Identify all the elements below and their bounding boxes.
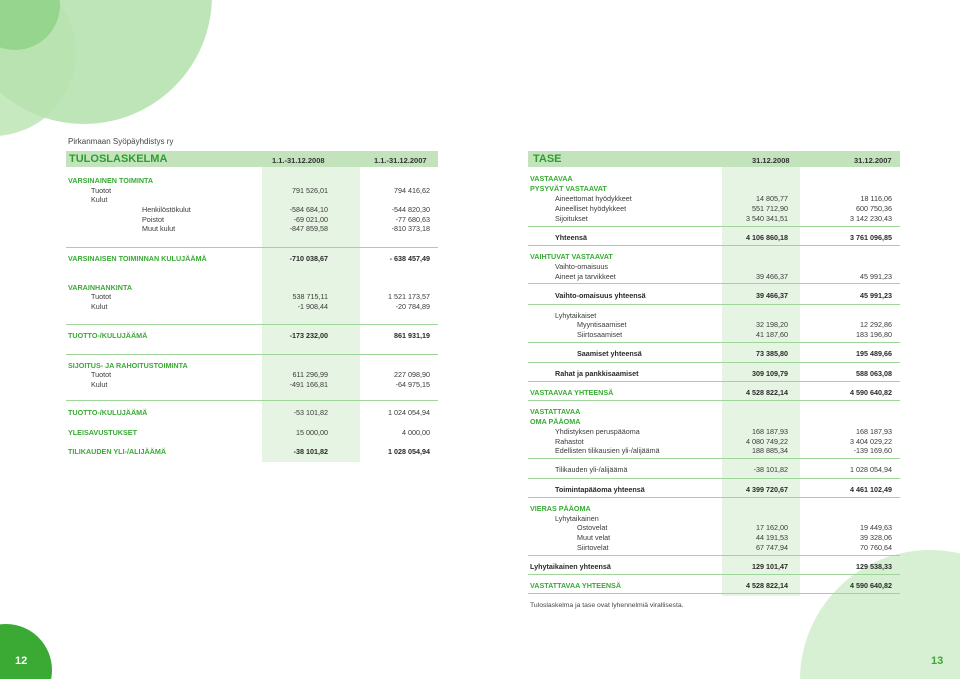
balance-row-current-value: 17 162,00 bbox=[756, 523, 788, 532]
balance-divider bbox=[528, 593, 900, 594]
balance-row bbox=[528, 427, 900, 437]
balance-divider bbox=[528, 400, 900, 401]
balance-row-current-value: 41 187,60 bbox=[756, 330, 788, 339]
balance-divider bbox=[528, 245, 900, 246]
balance-row-current-value: 4 528 822,14 bbox=[746, 581, 788, 590]
balance-row-label: Yhdistyksen peruspääoma bbox=[555, 427, 640, 436]
income-row-current-value: -69 021,00 bbox=[293, 215, 328, 224]
balance-row bbox=[528, 174, 900, 184]
income-row bbox=[66, 428, 438, 438]
balance-row bbox=[528, 369, 900, 379]
income-header bbox=[66, 151, 438, 167]
balance-row bbox=[528, 485, 900, 495]
income-row-previous-value: 794 416,62 bbox=[394, 186, 430, 195]
balance-row-previous-value: 183 196,80 bbox=[856, 330, 892, 339]
balance-row-label: Toimintapääoma yhteensä bbox=[555, 485, 645, 494]
balance-row-current-value: 168 187,93 bbox=[752, 427, 788, 436]
balance-divider bbox=[528, 283, 900, 284]
income-row bbox=[66, 176, 438, 186]
balance-row-current-value: -38 101,82 bbox=[753, 465, 788, 474]
balance-row bbox=[528, 543, 900, 553]
balance-row-previous-value: 18 116,06 bbox=[860, 194, 892, 203]
income-row bbox=[66, 408, 438, 418]
balance-row-current-value: 39 466,37 bbox=[756, 291, 788, 300]
balance-row bbox=[528, 291, 900, 301]
balance-row-previous-value: 588 063,08 bbox=[856, 369, 892, 378]
balance-row-current-value: 4 528 822,14 bbox=[746, 388, 788, 397]
income-row-label: Kulut bbox=[91, 195, 108, 204]
balance-row-label: PYSYVÄT VASTAAVAT bbox=[530, 184, 607, 193]
balance-row-previous-value: 70 760,64 bbox=[860, 543, 892, 552]
income-row-current-value: 611 296,99 bbox=[292, 370, 328, 379]
balance-divider bbox=[528, 574, 900, 575]
balance-row-current-value: 39 466,37 bbox=[756, 272, 788, 281]
income-row-previous-value: -20 784,89 bbox=[395, 302, 430, 311]
balance-row bbox=[528, 581, 900, 591]
balance-row-previous-value: 1 028 054,94 bbox=[850, 465, 892, 474]
balance-row bbox=[528, 407, 900, 417]
balance-row-label: VAIHTUVAT VASTAAVAT bbox=[530, 252, 613, 261]
balance-row-label: VASTATTAVAA YHTEENSÄ bbox=[530, 581, 622, 590]
income-row-label: Poistot bbox=[142, 215, 164, 224]
income-row bbox=[66, 205, 438, 215]
income-row-label: Tuotot bbox=[91, 292, 112, 301]
balance-row-previous-value: 3 761 096,85 bbox=[850, 233, 892, 242]
income-row bbox=[66, 302, 438, 312]
balance-row-label: Aineelliset hyödykkeet bbox=[555, 204, 627, 213]
balance-row bbox=[528, 533, 900, 543]
balance-row bbox=[528, 562, 900, 572]
balance-row bbox=[528, 330, 900, 340]
income-row-previous-value: -544 820,30 bbox=[391, 205, 430, 214]
income-row-label: Tuotot bbox=[91, 370, 112, 379]
income-col1-date: 1.1.-31.12.2008 bbox=[272, 156, 325, 165]
income-col2-date: 1.1.-31.12.2007 bbox=[374, 156, 427, 165]
balance-row-label: Rahat ja pankkisaamiset bbox=[555, 369, 639, 378]
balance-row-previous-value: 600 750,36 bbox=[856, 204, 892, 213]
balance-row bbox=[528, 388, 900, 398]
balance-row-current-value: 14 805,77 bbox=[756, 194, 788, 203]
income-row bbox=[66, 224, 438, 234]
income-row-current-value: -38 101,82 bbox=[293, 447, 328, 456]
balance-row-label: VASTAAVAA bbox=[530, 174, 573, 183]
balance-row-previous-value: 195 489,66 bbox=[856, 349, 892, 358]
income-row-label: VARSINAINEN TOIMINTA bbox=[68, 176, 154, 185]
income-row-label: Kulut bbox=[91, 302, 108, 311]
balance-row-label: Vaihto-omaisuus yhteensä bbox=[555, 291, 646, 300]
balance-divider bbox=[528, 226, 900, 227]
income-row-previous-value: -77 680,63 bbox=[395, 215, 430, 224]
balance-row-previous-value: 19 449,63 bbox=[860, 523, 892, 532]
income-row-previous-value: 1 521 173,57 bbox=[388, 292, 430, 301]
page-number-circle-left bbox=[0, 624, 52, 679]
balance-row-previous-value: -139 169,60 bbox=[853, 446, 892, 455]
income-row-current-value: -847 859,58 bbox=[289, 224, 328, 233]
income-row-current-value: -173 232,00 bbox=[289, 331, 328, 340]
balance-row-label: Lyhytaikainen bbox=[555, 514, 599, 523]
balance-row-label: Vaihto-omaisuus bbox=[555, 262, 608, 271]
balance-row-previous-value: 3 404 029,22 bbox=[850, 437, 892, 446]
balance-row-label: Saamiset yhteensä bbox=[577, 349, 642, 358]
balance-row-current-value: 551 712,90 bbox=[752, 204, 788, 213]
balance-row bbox=[528, 194, 900, 204]
balance-row-previous-value: 4 590 640,82 bbox=[850, 388, 892, 397]
income-row-label: YLEISAVUSTUKSET bbox=[68, 428, 137, 437]
balance-row bbox=[528, 204, 900, 214]
balance-divider bbox=[528, 478, 900, 479]
income-row-current-value: 538 715,11 bbox=[292, 292, 328, 301]
balance-row-previous-value: 3 142 230,43 bbox=[850, 214, 892, 223]
income-row bbox=[66, 370, 438, 380]
balance-row-label: Aineettomat hyödykkeet bbox=[555, 194, 632, 203]
income-row-label: TUOTTO-/KULUJÄÄMÄ bbox=[68, 331, 148, 340]
balance-header bbox=[528, 151, 900, 167]
balance-row-label: Aineet ja tarvikkeet bbox=[555, 272, 616, 281]
income-divider bbox=[66, 400, 438, 401]
income-row-current-value: 15 000,00 bbox=[296, 428, 328, 437]
balance-row-current-value: 67 747,94 bbox=[756, 543, 788, 552]
balance-row bbox=[528, 184, 900, 194]
income-row-previous-value: 861 931,19 bbox=[394, 331, 430, 340]
balance-divider bbox=[528, 458, 900, 459]
balance-row-current-value: 4 399 720,67 bbox=[746, 485, 788, 494]
balance-row bbox=[528, 446, 900, 456]
balance-row-current-value: 4 080 749,22 bbox=[746, 437, 788, 446]
income-row bbox=[66, 380, 438, 390]
income-divider bbox=[66, 324, 438, 325]
income-row-previous-value: 227 098,90 bbox=[394, 370, 430, 379]
balance-row bbox=[528, 349, 900, 359]
income-row-current-value: -584 684,10 bbox=[289, 205, 328, 214]
balance-row bbox=[528, 417, 900, 427]
balance-row-label: Siirtovelat bbox=[577, 543, 609, 552]
income-row-label: TUOTTO-/KULUJÄÄMÄ bbox=[68, 408, 148, 417]
income-row bbox=[66, 292, 438, 302]
income-divider bbox=[66, 247, 438, 248]
income-row-current-value: -491 166,81 bbox=[289, 380, 328, 389]
balance-row-previous-value: 129 538,33 bbox=[856, 562, 892, 571]
balance-row bbox=[528, 523, 900, 533]
income-row-label: Muut kulut bbox=[142, 224, 176, 233]
balance-row bbox=[528, 233, 900, 243]
balance-col2-date: 31.12.2007 bbox=[854, 156, 892, 165]
balance-row-current-value: 32 198,20 bbox=[756, 320, 788, 329]
income-row-previous-value: -64 975,15 bbox=[395, 380, 430, 389]
income-row-label: Tuotot bbox=[91, 186, 112, 195]
income-row bbox=[66, 195, 438, 205]
income-row-previous-value: 1 028 054,94 bbox=[388, 447, 430, 456]
balance-divider bbox=[528, 381, 900, 382]
balance-row bbox=[528, 214, 900, 224]
balance-row bbox=[528, 272, 900, 282]
income-row-current-value: -53 101,82 bbox=[293, 408, 328, 417]
page-number-right: 13 bbox=[931, 655, 944, 667]
income-row-previous-value: - 638 457,49 bbox=[389, 254, 430, 263]
balance-row-label: Lyhytaikainen yhteensä bbox=[530, 562, 611, 571]
balance-row-label: Edellisten tilikausien yli-/alijäämä bbox=[555, 446, 660, 455]
balance-row-current-value: 129 101,47 bbox=[752, 562, 788, 571]
balance-row bbox=[528, 262, 900, 272]
income-row-label: VARSINAISEN TOIMINNAN KULUJÄÄMÄ bbox=[68, 254, 207, 263]
income-row bbox=[66, 447, 438, 457]
balance-row bbox=[528, 465, 900, 475]
page-number-left: 12 bbox=[15, 655, 28, 667]
income-row-current-value: -710 038,67 bbox=[289, 254, 328, 263]
balance-row-label: Siirtosaamiset bbox=[577, 330, 623, 339]
balance-divider bbox=[528, 304, 900, 305]
balance-row-current-value: 309 109,79 bbox=[752, 369, 788, 378]
organization-name: Pirkanmaan Syöpäyhdistys ry bbox=[68, 137, 174, 146]
balance-title: TASE bbox=[533, 153, 562, 165]
balance-divider bbox=[528, 342, 900, 343]
income-row-current-value: -1 908,44 bbox=[297, 302, 328, 311]
balance-row-previous-value: 12 292,86 bbox=[860, 320, 892, 329]
balance-row-label: Yhteensä bbox=[555, 233, 587, 242]
balance-row-label: VASTAAVAA YHTEENSÄ bbox=[530, 388, 614, 397]
income-row-previous-value: 1 024 054,94 bbox=[388, 408, 430, 417]
balance-note: Tuloslaskelma ja tase ovat lyhennelmiä virallisesta. bbox=[530, 602, 684, 609]
balance-col1-date: 31.12.2008 bbox=[752, 156, 790, 165]
balance-row-previous-value: 45 991,23 bbox=[860, 291, 892, 300]
balance-row-label: Tilikauden yli-/alijäämä bbox=[555, 465, 628, 474]
balance-divider bbox=[528, 555, 900, 556]
income-row-current-value: 791 526,01 bbox=[292, 186, 328, 195]
income-row bbox=[66, 254, 438, 264]
income-row-label: TILIKAUDEN YLI-/ALIJÄÄMÄ bbox=[68, 447, 167, 456]
balance-row-current-value: 188 885,34 bbox=[752, 446, 788, 455]
balance-row-current-value: 4 106 860,18 bbox=[746, 233, 788, 242]
balance-row-label: Sijoitukset bbox=[555, 214, 588, 223]
balance-row-label: OMA PÄÄOMA bbox=[530, 417, 581, 426]
balance-row bbox=[528, 252, 900, 262]
balance-row bbox=[528, 504, 900, 514]
balance-row-previous-value: 4 461 102,49 bbox=[850, 485, 892, 494]
balance-row-label: Lyhytaikaiset bbox=[555, 311, 597, 320]
income-row-previous-value: -810 373,18 bbox=[391, 224, 430, 233]
balance-row-previous-value: 168 187,93 bbox=[856, 427, 892, 436]
income-row bbox=[66, 331, 438, 341]
balance-row-label: Myyntisaamiset bbox=[577, 320, 627, 329]
income-row-label: Henkilöstökulut bbox=[142, 205, 191, 214]
income-row-label: SIJOITUS- JA RAHOITUSTOIMINTA bbox=[68, 361, 188, 370]
income-row-label: VARAINHANKINTA bbox=[68, 283, 133, 292]
balance-row-previous-value: 4 590 640,82 bbox=[850, 581, 892, 590]
balance-row-label: Rahastot bbox=[555, 437, 584, 446]
balance-row-label: VASTATTAVAA bbox=[530, 407, 581, 416]
balance-divider bbox=[528, 497, 900, 498]
balance-row-previous-value: 39 328,06 bbox=[860, 533, 892, 542]
income-row-label: Kulut bbox=[91, 380, 108, 389]
balance-row-previous-value: 45 991,23 bbox=[860, 272, 892, 281]
balance-row bbox=[528, 320, 900, 330]
balance-row-current-value: 44 191,53 bbox=[756, 533, 788, 542]
balance-row-current-value: 73 385,80 bbox=[756, 349, 788, 358]
balance-divider bbox=[528, 362, 900, 363]
balance-row-label: Muut velat bbox=[577, 533, 611, 542]
balance-row-current-value: 3 540 341,51 bbox=[746, 214, 788, 223]
income-row-previous-value: 4 000,00 bbox=[402, 428, 430, 437]
balance-row-label: VIERAS PÄÄOMA bbox=[530, 504, 591, 513]
balance-row-label: Ostovelat bbox=[577, 523, 608, 532]
income-title: TULOSLASKELMA bbox=[69, 153, 168, 165]
income-divider bbox=[66, 354, 438, 355]
